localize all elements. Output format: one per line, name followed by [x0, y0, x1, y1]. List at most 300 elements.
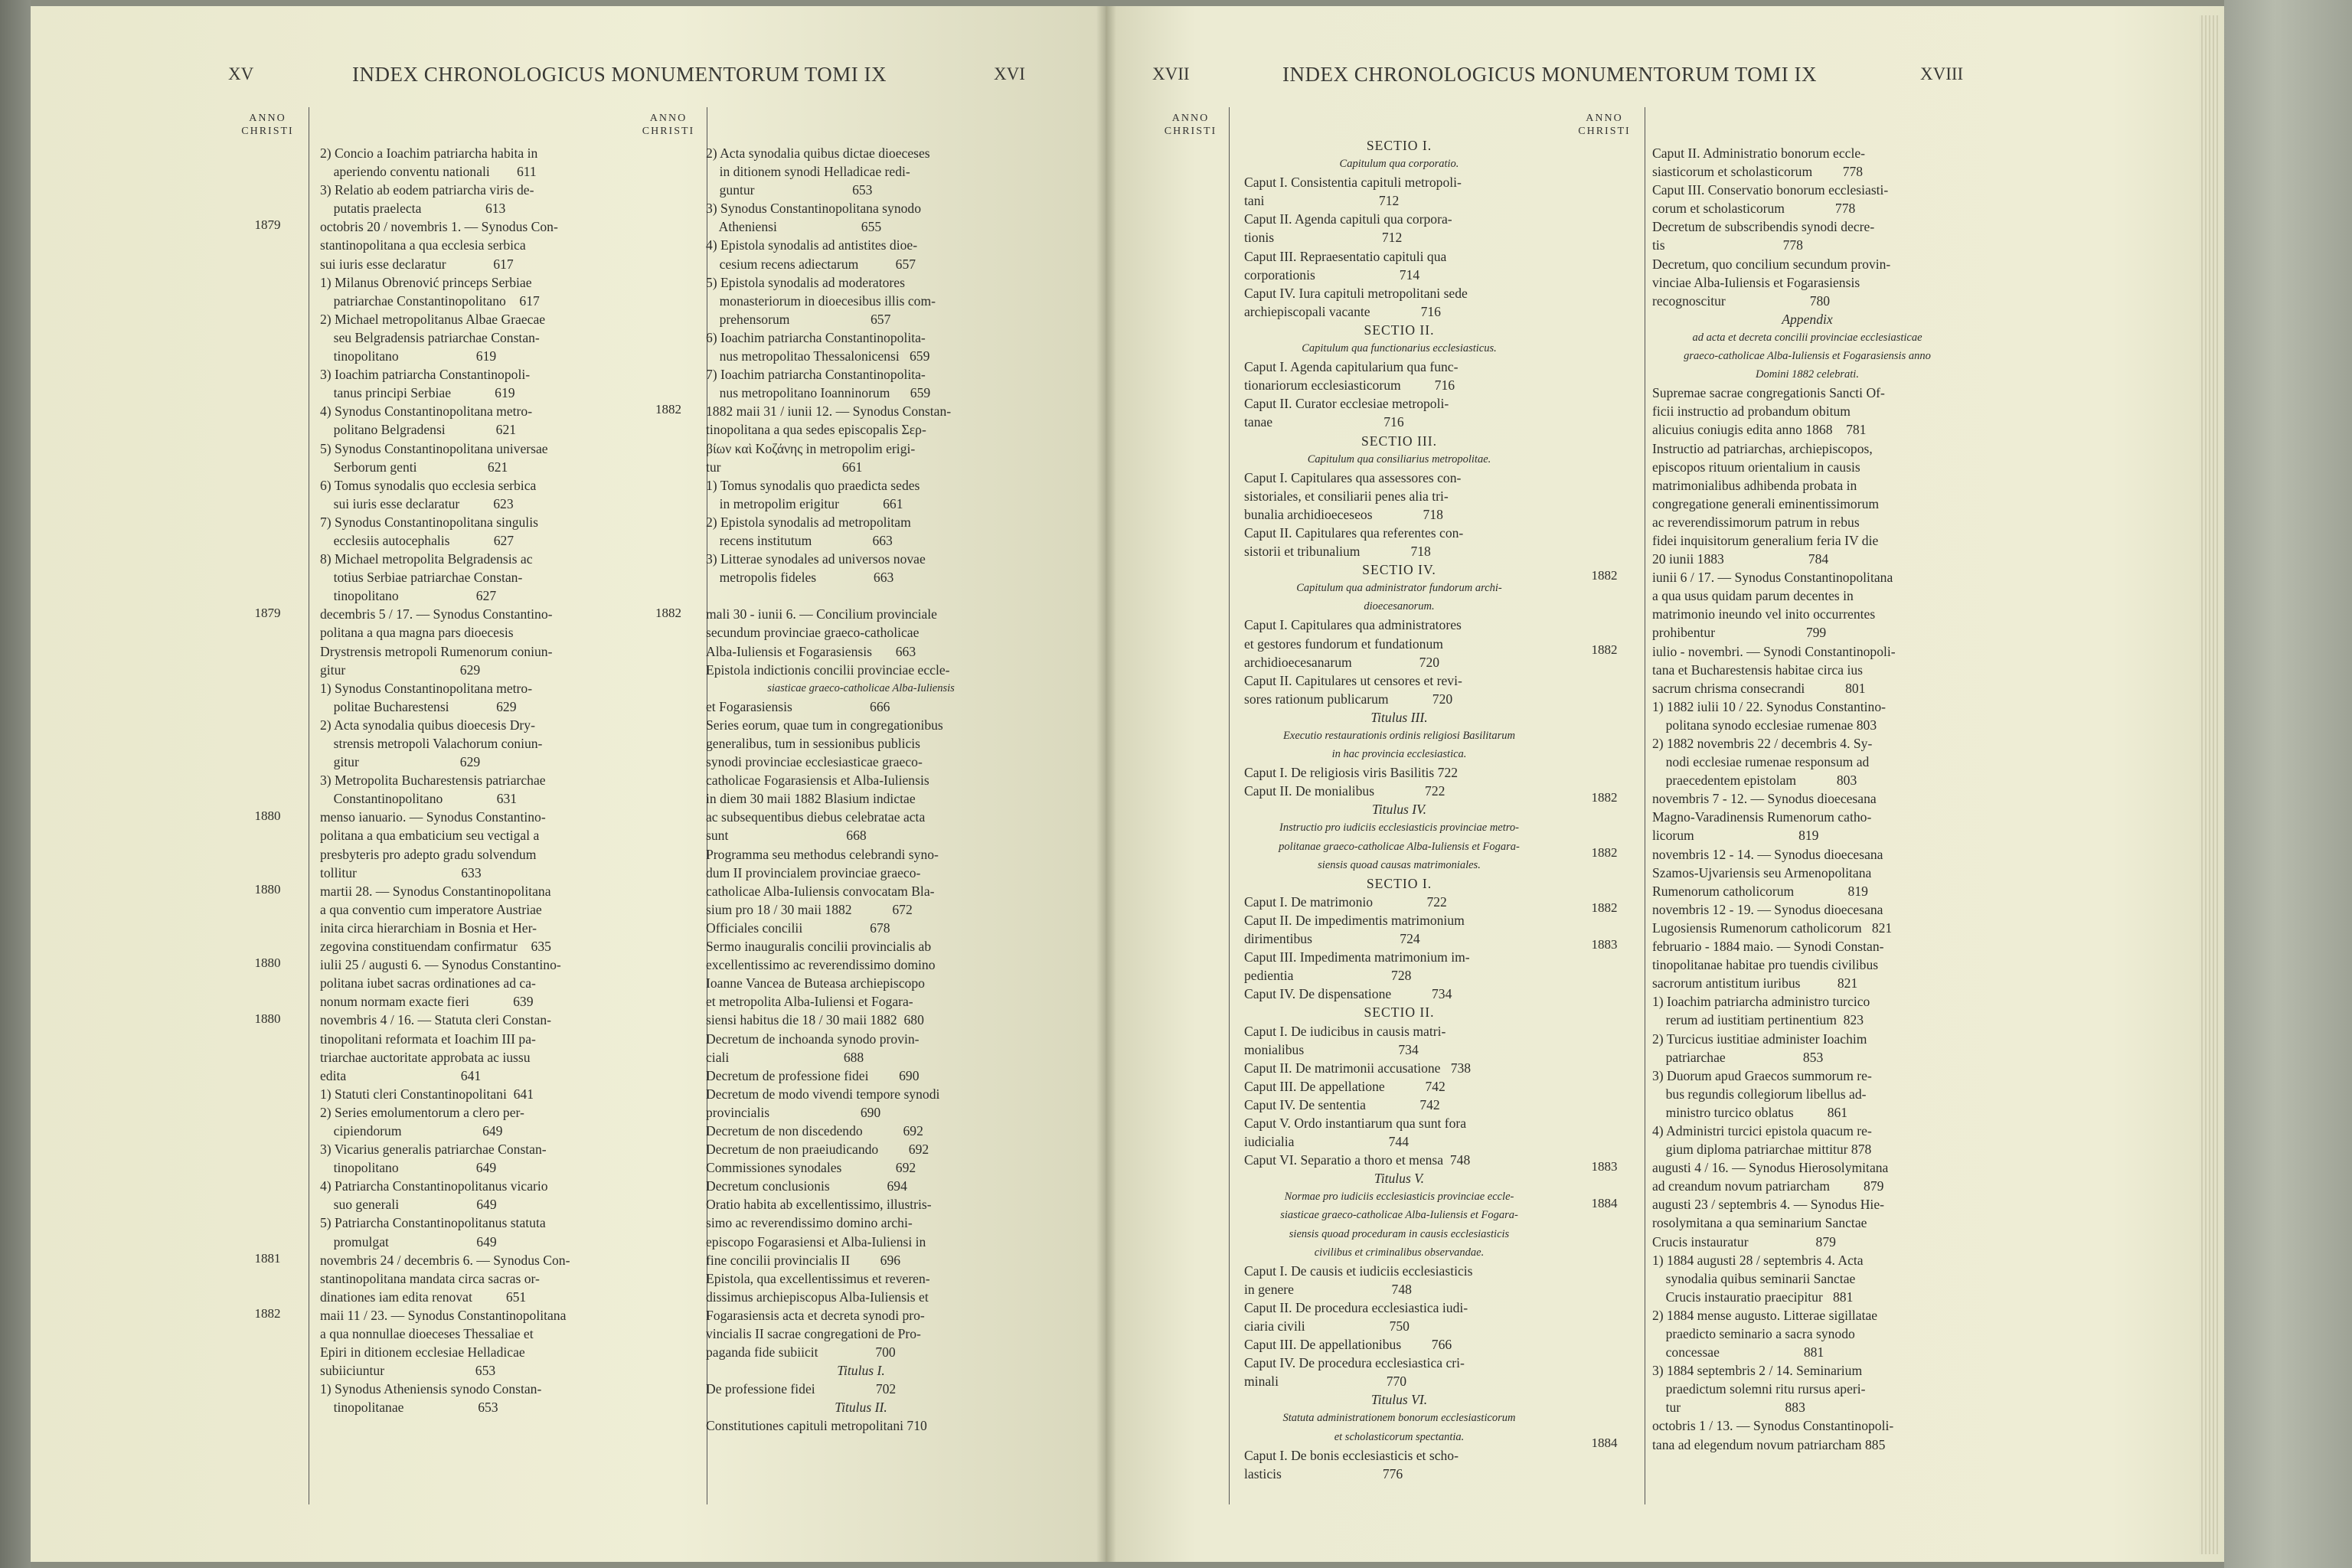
index-line: 2) 1884 mense augusto. Litterae sigillatae [1652, 1307, 1878, 1323]
index-line: augusti 23 / septembris 4. — Synodus Hie- [1652, 1197, 1884, 1213]
index-line: Capitulum qua administrator fundorum archi- [1296, 582, 1502, 595]
index-line: Magno-Varadinensis Rumenorum catho- [1652, 809, 1872, 825]
index-line: Constitutiones capituli metropolitani 710 [706, 1418, 927, 1434]
index-line: totius Serbiae patriarchae Constan- [320, 570, 523, 586]
index-line: vinciae Alba-Iuliensis et Fogarasiensis [1652, 274, 1860, 290]
background-left [0, 0, 31, 1568]
index-line: 4) Administri turcici epistola quacum re- [1652, 1122, 1872, 1138]
index-line: Titulus I. [837, 1363, 885, 1379]
index-line: praecedentem epistolam 803 [1652, 773, 1857, 789]
index-line: Alba-Iuliensis et Fogarasiensis 663 [706, 643, 916, 659]
index-line: 3) 1884 septembris 2 / 14. Seminarium [1652, 1363, 1863, 1379]
index-line: 7) Ioachim patriarcha Constantinopolita- [706, 367, 926, 383]
index-line: iulio - novembri. — Synodi Constantinopoli- [1652, 643, 1896, 659]
index-line: Caput VI. Separatio a thoro et mensa 748 [1244, 1152, 1471, 1168]
index-line: Appendix [1782, 311, 1833, 327]
index-line: sunt 668 [706, 828, 867, 844]
index-line: novembris 24 / decembris 6. — Synodus Con- [320, 1252, 570, 1268]
index-line: Decretum de non discedendo 692 [706, 1122, 923, 1138]
year-column-2 [630, 107, 707, 1504]
index-line: iunii 6 / 17. — Synodus Constantinopolitana [1652, 570, 1893, 586]
index-line: seu Belgradensis patriarchae Constan- [320, 329, 540, 345]
index-line: vincialis II sacrae congregationi de Pro- [706, 1326, 921, 1341]
index-line: siensis quoad proceduram in causis ecclesiasticis [1289, 1227, 1510, 1240]
index-line: putatis praelecta 613 [320, 201, 506, 217]
year-marker: 1880 [254, 882, 281, 897]
index-line: 1) 1884 augusti 28 / septembris 4. Acta [1652, 1252, 1864, 1268]
index-line: Supremae sacrae congregationis Sancti Of- [1652, 385, 1885, 401]
index-line: gitur 629 [320, 754, 481, 770]
index-line: stantinopolitana mandata circa sacras or- [320, 1270, 540, 1286]
index-line: strensis metropoli Valachorum coniun- [320, 736, 543, 751]
index-line: Caput I. Capitulares qua administratores [1244, 617, 1462, 633]
index-line: Caput II. De matrimonii accusatione 738 [1244, 1060, 1472, 1076]
index-line: gitur 629 [320, 662, 481, 678]
index-line: SECTIO IV. [1362, 562, 1436, 578]
index-line: Crucis instauratur 879 [1652, 1233, 1836, 1250]
index-line: politana a qua embaticium seu vectigal a [320, 828, 540, 844]
index-line: dioecesanorum. [1364, 600, 1435, 613]
year-marker: 1879 [254, 605, 281, 620]
index-line: in genere 748 [1244, 1281, 1412, 1297]
index-line: Caput I. De bonis ecclesiasticis et scho- [1244, 1447, 1459, 1463]
index-line: 4) Epistola synodalis ad antistites dioe- [706, 237, 918, 253]
year-marker: 1882 [1591, 642, 1618, 657]
index-line: excellentissimo ac reverendissimo domino [706, 957, 936, 973]
index-line: Caput V. Ordo instantiarum qua sunt fora [1244, 1115, 1467, 1131]
year-marker: 1880 [254, 1011, 281, 1026]
index-line: SECTIO II. [1364, 322, 1435, 338]
index-line: subiiciuntur 653 [320, 1363, 496, 1379]
index-line: 4) Synodus Constantinopolitana metro- [320, 403, 533, 420]
index-line: Caput IV. Iura capituli metropolitani sede [1244, 285, 1468, 301]
index-line: matrimonio ineundo vel inito occurrentes [1652, 606, 1876, 622]
index-line: 6) Ioachim patriarcha Constantinopolita- [706, 329, 926, 345]
index-line: Decretum de modo vivendi tempore synodi [706, 1086, 940, 1102]
index-line: augusti 4 / 16. — Synodus Hierosolymitana [1652, 1160, 1889, 1176]
index-line: Caput I. De religiosis viris Basilitis 722 [1244, 765, 1459, 781]
index-line: martii 28. — Synodus Constantinopolitana [320, 883, 551, 899]
index-line [706, 586, 1016, 605]
index-line: Commissiones synodales 692 [706, 1160, 916, 1176]
index-line: tinopolitani reformata et Ioachim III pa- [320, 1031, 536, 1047]
index-line: presbyteris pro adepto gradu solvendum [320, 846, 537, 862]
index-line: Titulus II. [835, 1400, 887, 1416]
index-line: politana iubet sacras ordinationes ad ca- [320, 975, 536, 991]
index-line: Caput II. Curator ecclesiae metropoli- [1244, 396, 1449, 412]
index-line: Ioanne Vancea de Buteasa archiepiscopo [706, 975, 925, 991]
index-line: βίων καὶ Κοζάνης in metropolim erigi- [706, 440, 916, 456]
index-line: ad acta et decreta concilii provinciae ecclesiasticae [1692, 331, 1922, 344]
index-line: Caput II. De impedimentis matrimonium [1244, 912, 1465, 928]
index-line: Szamos-Ujvariensis seu Armenopolitana [1652, 864, 1872, 880]
index-line: Decretum, quo concilium secundum provin- [1652, 256, 1891, 272]
index-line: Caput III. De appellatione 742 [1244, 1078, 1446, 1094]
index-line: nus metropolitano Ioanninorum 659 [706, 385, 931, 401]
index-line: ministro turcico oblatus 861 [1652, 1104, 1848, 1120]
index-line: cesium recens adiectarum 657 [706, 256, 916, 272]
index-line: Decretum de professione fidei 690 [706, 1067, 920, 1083]
index-line: 1) Milanus Obrenović princeps Serbiae [320, 274, 532, 290]
index-line: patriarchae 853 [1652, 1049, 1824, 1065]
index-line: Crucis instauratio praecipitur 881 [1652, 1289, 1854, 1305]
index-line: tur 661 [706, 459, 863, 475]
index-line: recognoscitur 780 [1652, 292, 1831, 309]
index-line: a qua conventio cum imperatore Austriae [320, 901, 542, 917]
index-line: tionis 712 [1244, 230, 1403, 246]
index-line: in metropolim erigitur 661 [706, 495, 903, 511]
index-line: tinopolitano 619 [320, 348, 497, 364]
index-line: 1) 1882 iulii 10 / 22. Synodus Constantino- [1652, 698, 1886, 714]
index-line: SECTIO I. [1366, 875, 1432, 891]
index-line: Normae pro iudiciis ecclesiasticis provinciae eccle- [1284, 1191, 1514, 1204]
running-title-right: INDEX CHRONOLOGICUS MONUMENTORUM TOMI IX [1282, 63, 1818, 86]
index-line: alicuius coniugis edita anno 1868 781 [1652, 422, 1867, 438]
index-line: Caput IV. De procedura ecclesiastica cri- [1244, 1355, 1465, 1371]
index-line: sacrorum antistitum iuribus 821 [1652, 975, 1858, 991]
index-line: sium pro 18 / 30 maii 1882 672 [706, 901, 913, 917]
index-line: Caput III. De appellationibus 766 [1244, 1337, 1452, 1353]
index-line: Serborum genti 621 [320, 459, 508, 475]
index-line: Instructio pro iudiciis ecclesiasticis provinciae metro- [1279, 822, 1519, 835]
index-line: nonum normam exacte fieri 639 [320, 994, 534, 1010]
index-line: praedicto seminario a sacra synodo [1652, 1326, 1855, 1341]
index-line: monasteriorum in dioecesibus illis com- [706, 292, 936, 309]
index-line: Fogarasiensis acta et decreta synodi pro- [706, 1307, 925, 1323]
index-line: sui iuris esse declaratur 623 [320, 495, 514, 511]
index-line: tinopolitana a qua sedes episcopalis Σερ- [706, 422, 926, 438]
index-line: episcopos rituum orientalium in causis [1652, 459, 1860, 475]
index-line: 5) Synodus Constantinopolitana universae [320, 440, 548, 456]
year-marker: 1882 [1591, 789, 1618, 805]
index-line: tis 778 [1652, 237, 1803, 253]
index-line: promulgat 649 [320, 1233, 497, 1250]
index-line: siasticorum et scholasticorum 778 [1652, 164, 1864, 180]
year-column-label-1: ANNO CHRISTI [241, 113, 294, 137]
index-line: 4) Patriarcha Constantinopolitanus vicario [320, 1178, 548, 1194]
year-marker: 1882 [1591, 844, 1618, 860]
index-line: tionariorum ecclesiasticorum 716 [1244, 377, 1455, 394]
index-line: Sermo inauguralis concilii provincialis ab [706, 939, 932, 955]
index-line: Capitulum qua functionarius ecclesiasticus. [1302, 342, 1497, 355]
index-line: SECTIO III. [1361, 433, 1437, 449]
page-number-xviii: XVIII [1920, 64, 1964, 83]
index-line: Caput II. Capitulares ut censores et revi- [1244, 672, 1462, 688]
index-line: tanus principi Serbiae 619 [320, 385, 515, 401]
index-line: tinopolitanae 653 [320, 1400, 498, 1416]
index-line: tur 883 [1652, 1400, 1805, 1416]
index-line: triarchae auctoritate approbata ac iussu [320, 1049, 531, 1065]
index-line: ac subsequentibus diebus celebratae acta [706, 809, 926, 825]
index-line: concessae 881 [1652, 1344, 1824, 1361]
index-line: civilibus et criminalibus observandae. [1314, 1246, 1485, 1259]
index-line: Capitulum qua consiliarius metropolitae. [1307, 452, 1491, 466]
index-line: tollitur 633 [320, 864, 482, 880]
index-line: Caput IV. De dispensatione 734 [1244, 986, 1452, 1002]
index-line: Epiri in ditionem ecclesiae Helladicae [320, 1344, 525, 1361]
index-line: corum et scholasticorum 778 [1652, 201, 1856, 217]
index-line: Executio restaurationis ordinis religiosi Basilitarum [1283, 730, 1515, 742]
index-line: novembris 12 - 19. — Synodus dioecesana [1652, 901, 1883, 917]
index-line: Decretum conclusionis 694 [706, 1178, 907, 1194]
index-line: Decretum de inchoanda synodo provin- [706, 1031, 920, 1047]
year-column-label-4: ANNO CHRISTI [1578, 113, 1631, 137]
index-line: 5) Patriarcha Constantinopolitanus statuta [320, 1215, 546, 1231]
index-line: politana synodo ecclesiae rumenae 803 [1652, 717, 1877, 733]
index-line: guntur 653 [706, 182, 873, 198]
index-line: 3) Ioachim patriarcha Constantinopoli- [320, 367, 531, 383]
index-line: synodi provinciae ecclesiasticae graeco- [706, 754, 923, 770]
index-line: Titulus IV. [1371, 802, 1427, 818]
index-line: maii 11 / 23. — Synodus Constantinopolitana [320, 1307, 567, 1323]
index-line: Officiales concilii 678 [706, 920, 890, 936]
index-line: 1882 maii 31 / iunii 12. — Synodus Constan- [706, 403, 952, 420]
index-line: novembris 4 / 16. — Statuta cleri Constan- [320, 1012, 551, 1028]
index-line: Caput I. Agenda capitularium qua func- [1244, 359, 1459, 375]
index-line: tinopolitano 627 [320, 588, 497, 604]
year-marker: 1882 [254, 1306, 281, 1321]
index-line: politana a qua magna pars dioecesis [320, 625, 514, 641]
index-line: patriarchae Constantinopolitano 617 [320, 292, 540, 309]
year-marker: 1882 [1591, 900, 1618, 916]
index-line: 3) Duorum apud Graecos summorum re- [1652, 1067, 1872, 1083]
index-line: De professione fidei 702 [706, 1381, 897, 1397]
index-line: novembris 12 - 14. — Synodus dioecesana [1652, 846, 1883, 862]
index-line: recens institutum 663 [706, 532, 893, 548]
index-line: sores rationum publicarum 720 [1244, 691, 1453, 707]
index-line: Caput II. Agenda capituli qua corpora- [1244, 211, 1452, 227]
index-line: siasticae graeco-catholicae Alba-Iuliensis et Fogara- [1280, 1209, 1518, 1222]
index-line: politae Bucharestensi 629 [320, 698, 517, 714]
index-line: in diem 30 maii 1882 Blasium indictae [706, 791, 916, 807]
index-line: siasticae graeco-catholicae Alba-Iuliensis [767, 681, 955, 694]
page-number-xvii: XVII [1152, 64, 1190, 83]
index-line: inita circa hierarchiam in Bosnia et Her- [320, 920, 537, 936]
index-line: matrimonialibus adhibenda probata in [1652, 477, 1857, 493]
index-line: tinopolitano 649 [320, 1160, 497, 1176]
book-gutter [1096, 6, 1116, 1562]
index-line: Constantinopolitano 631 [320, 791, 518, 807]
index-line: 2) 1882 novembris 22 / decembris 4. Sy- [1652, 736, 1873, 751]
index-line: synodalia quibus seminarii Sanctae [1652, 1270, 1856, 1286]
index-line: catholicae Alba-Iuliensis convocatam Bla- [706, 883, 935, 899]
index-line: Series eorum, quae tum in congregationibus [706, 717, 943, 733]
index-line: dirimentibus 724 [1244, 931, 1420, 947]
index-line: SECTIO I. [1366, 138, 1432, 153]
index-line: archiepiscopali vacante 716 [1244, 303, 1441, 319]
index-line: in ditionem synodi Helladicae redi- [706, 164, 910, 180]
index-line: secundum provinciae graeco-catholicae [706, 625, 920, 641]
index-line: ciaria civili 750 [1244, 1318, 1410, 1334]
index-line: praedictum solemni ritu rursus aperi- [1652, 1381, 1866, 1397]
index-line: iulii 25 / augusti 6. — Synodus Constantino- [320, 957, 561, 973]
index-line: simo ac reverendissimo domino archi- [706, 1215, 913, 1231]
index-line: nodi ecclesiae rumenae responsum ad [1652, 754, 1870, 770]
index-line: Decretum de non praeiudicando 692 [706, 1142, 929, 1158]
year-column-label-3: ANNO CHRISTI [1164, 113, 1217, 137]
index-line: menso ianuario. — Synodus Constantino- [320, 809, 546, 825]
index-line: 6) Tomus synodalis quo ecclesia serbica [320, 477, 537, 493]
index-line: et Fogarasiensis 666 [706, 698, 890, 714]
index-column-2 [706, 144, 1016, 1436]
index-line: Caput I. De matrimonio 722 [1244, 893, 1447, 910]
index-line: catholicae Fogarasiensis et Alba-Iuliensis [706, 773, 929, 789]
index-line: 2) Series emolumentorum a clero per- [320, 1104, 524, 1120]
index-line: fidei inquisitorum generalium feria IV die [1652, 532, 1879, 548]
index-line: bunalia archidioeceseos 718 [1244, 506, 1443, 522]
year-column-3 [1152, 107, 1230, 1504]
page-number-xv: XV [228, 64, 254, 83]
index-line: Titulus V. [1374, 1171, 1425, 1187]
index-line: Decretum de subscribendis synodi decre- [1652, 219, 1875, 235]
index-line: 1) Statuti cleri Constantinopolitani 641 [320, 1086, 534, 1102]
index-line: Oratio habita ab excellentissimo, illustris- [706, 1197, 932, 1213]
index-line: 1) Ioachim patriarcha administro turcico [1652, 994, 1870, 1010]
index-line: 3) Synodus Constantinopolitana synodo [706, 201, 922, 217]
index-line: ac reverendissimorum patrum in rebus [1652, 514, 1860, 530]
background-right [2224, 0, 2352, 1568]
index-line: corporationis 714 [1244, 266, 1420, 283]
index-line: zegovina constituendam confirmatur 635 [320, 939, 551, 955]
index-line: 8) Michael metropolita Belgradensis ac [320, 551, 533, 567]
index-line: rerum ad iustitiam pertinentium 823 [1652, 1012, 1864, 1028]
index-line: sistorii et tribunalium 718 [1244, 544, 1431, 560]
index-line: 2) Acta synodalia quibus dioecesis Dry- [320, 717, 535, 733]
index-line: minali 770 [1244, 1374, 1407, 1390]
index-line: tanae 716 [1244, 414, 1404, 430]
index-line: lasticis 776 [1244, 1465, 1403, 1481]
index-line: Caput II. Capitulares qua referentes con- [1244, 524, 1464, 541]
index-line: tana et Bucharestensis habitae circa ius [1652, 662, 1864, 678]
index-line: 3) Litterae synodales ad universos novae [706, 551, 926, 567]
index-line: ciali 688 [706, 1049, 864, 1065]
index-line: paganda fide subiicit 700 [706, 1344, 896, 1361]
index-line: suo generali 649 [320, 1197, 497, 1213]
index-line: stantinopolitana a qua ecclesia serbica [320, 237, 526, 253]
index-line: Instructio ad patriarchas, archiepiscopos, [1652, 440, 1873, 456]
year-marker: 1882 [655, 402, 681, 417]
year-marker: 1879 [254, 217, 281, 233]
index-line: nus metropolitao Thessalonicensi 659 [706, 348, 930, 364]
index-line: tani 712 [1244, 193, 1400, 209]
index-line: Atheniensi 655 [706, 219, 882, 235]
year-marker: 1880 [254, 956, 281, 971]
index-line: 2) Acta synodalia quibus dictae dioeceses [706, 145, 930, 161]
index-line: Caput III. Conservatio bonorum ecclesiasti- [1652, 182, 1889, 198]
index-line: iudicialia 744 [1244, 1134, 1410, 1150]
index-line: februario - 1884 maio. — Synodi Constan- [1652, 939, 1884, 955]
index-line: congregatione generali eminentissimorum [1652, 495, 1880, 511]
index-line: sistoriales, et consiliarii penes alia tri- [1244, 488, 1449, 504]
index-line: 5) Epistola synodalis ad moderatores [706, 274, 905, 290]
year-column-label-2: ANNO CHRISTI [642, 113, 695, 137]
index-line: Titulus VI. [1370, 1392, 1428, 1408]
index-line: rosolymitana a qua seminarium Sanctae [1652, 1215, 1867, 1231]
index-line: dum II provincialem provinciae graeco- [706, 864, 921, 880]
year-marker: 1880 [254, 808, 281, 823]
index-line: episcopo Fogarasiensi et Alba-Iuliensi in [706, 1233, 926, 1250]
index-line: ecclesiis autocephalis 627 [320, 532, 514, 548]
index-line: Caput I. Capitulares qua assessores con- [1244, 469, 1462, 485]
index-line: Statuta administrationem bonorum ecclesiasticorum [1282, 1412, 1516, 1425]
index-line: Caput II. Administratio bonorum eccle- [1652, 145, 1866, 161]
index-line: 2) Concio a Ioachim patriarcha habita in [320, 145, 538, 161]
index-line: SECTIO II. [1364, 1004, 1435, 1021]
index-line: edita 641 [320, 1067, 482, 1083]
index-line: 1) Tomus synodalis quo praedicta sedes [706, 477, 920, 493]
index-line: siensis quoad causas matrimoniales. [1318, 858, 1481, 871]
index-line: in hac provincia ecclesiastica. [1331, 748, 1467, 761]
index-line: metropolis fideles 663 [706, 570, 894, 586]
index-line: Caput IV. De sententia 742 [1244, 1096, 1440, 1112]
index-line: Titulus III. [1370, 709, 1428, 725]
index-line: graeco-catholicae Alba-Iuliensis et Fogarasiensis anno [1684, 350, 1931, 363]
index-line: 7) Synodus Constantinopolitana singulis [320, 514, 538, 530]
index-line: 3) Metropolita Bucharestensis patriarchae [320, 773, 546, 789]
index-line: prehensorum 657 [706, 311, 891, 327]
index-line: Capitulum qua corporatio. [1339, 158, 1459, 171]
index-line: decembris 5 / 17. — Synodus Constantino- [320, 606, 553, 622]
year-marker: 1882 [655, 605, 681, 620]
index-column-3 [1244, 136, 1554, 1483]
year-column-4 [1564, 107, 1645, 1504]
index-line: siensi habitus die 18 / 30 maii 1882 680 [706, 1012, 924, 1028]
index-line: ficii instructio ad probandum obitum [1652, 403, 1851, 420]
index-line: Epistola, qua excellentissimus et reveren- [706, 1270, 930, 1286]
index-line: generalibus, tum in sessionibus publicis [706, 736, 921, 751]
index-line: Caput II. De procedura ecclesiastica iudi- [1244, 1299, 1468, 1315]
index-line: Lugosiensis Rumenorum catholicorum 821 [1652, 920, 1893, 936]
index-line: 20 iunii 1883 784 [1652, 551, 1829, 567]
year-marker: 1884 [1591, 1436, 1618, 1450]
year-marker: 1881 [254, 1251, 281, 1266]
index-line: politano Belgradensi 621 [320, 422, 517, 438]
index-column-4 [1652, 144, 1962, 1454]
index-line: pedientia 728 [1244, 968, 1412, 984]
index-line: tana ad elegendum novum patriarcham 885 [1652, 1436, 1886, 1452]
index-line: octobris 20 / novembris 1. — Synodus Con- [320, 219, 558, 235]
year-marker: 1884 [1591, 1195, 1618, 1210]
index-line: sacrum chrisma consecrandi 801 [1652, 680, 1866, 696]
index-line: Caput I. De causis et iudiciis ecclesiasticis [1244, 1263, 1473, 1279]
index-line: 1) Synodus Constantinopolitana metro- [320, 680, 533, 696]
index-line: 1) Synodus Atheniensis synodo Constan- [320, 1381, 542, 1397]
index-line: sui iuris esse declaratur 617 [320, 256, 514, 272]
index-line: Rumenorum catholicorum 819 [1652, 883, 1868, 899]
index-line: monialibus 734 [1244, 1041, 1419, 1057]
index-line: Caput III. Repraesentatio capituli qua [1244, 248, 1447, 264]
index-line: a qua usus quidam parum decentes in [1652, 588, 1854, 604]
index-line: aperiendo conventu nationali 611 [320, 164, 537, 180]
year-marker: 1883 [1591, 1158, 1618, 1174]
index-line: gium diploma patriarchae mittitur 878 [1652, 1142, 1872, 1158]
index-line: licorum 819 [1652, 828, 1819, 844]
index-line: Domini 1882 celebrati. [1756, 368, 1859, 381]
page-number-xvi: XVI [994, 64, 1025, 83]
index-line: novembris 7 - 12. — Synodus dioecesana [1652, 791, 1877, 807]
index-line: Programma seu methodus celebrandi syno- [706, 846, 939, 862]
year-column-1 [227, 107, 309, 1504]
index-line: fine concilii provincialis II 696 [706, 1252, 901, 1268]
index-line: dissimus archiepiscopus Alba-Iuliensis et [706, 1289, 929, 1305]
index-line: Caput I. Consistentia capituli metropoli- [1244, 175, 1462, 191]
index-column-1 [320, 144, 619, 1416]
index-line: 2) Michael metropolitanus Albae Graecae [320, 311, 546, 327]
index-line: Drystrensis metropoli Rumenorum coniun- [320, 643, 553, 659]
index-line: mali 30 - iunii 6. — Concilium provinciale [706, 606, 937, 622]
index-line: prohibentur 799 [1652, 625, 1827, 641]
year-marker: 1882 [1591, 568, 1618, 583]
